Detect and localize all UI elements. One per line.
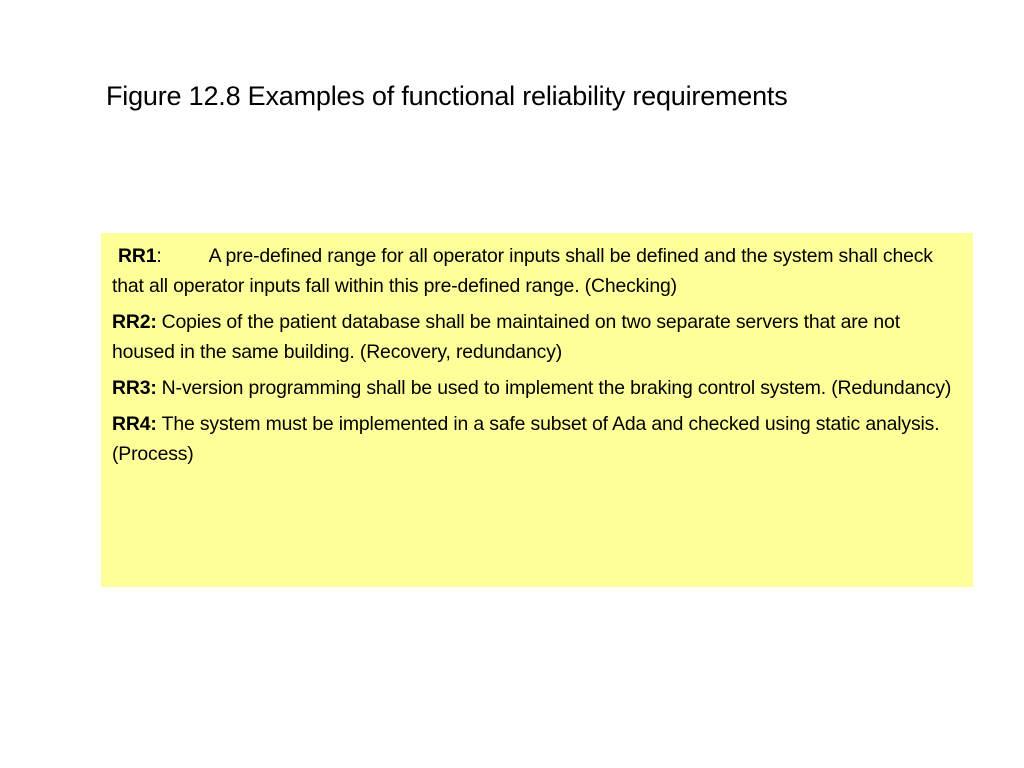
requirement-id-wrap	[112, 245, 162, 267]
requirement-text: A pre-defined range for all operator inputs shall be defined and the system shall check that all operator inputs fall within this pre-defined range. (Checking)	[112, 245, 933, 297]
slide-title: Figure 12.8 Examples of functional reliability requirements	[106, 81, 788, 111]
requirement-text: The system must be implemented in a safe subset of Ada and checked using static analysis. (Process)	[112, 413, 940, 465]
requirements-box	[101, 233, 973, 587]
requirement-rr4	[112, 409, 963, 469]
requirement-rr3	[112, 373, 963, 403]
requirement-text: Copies of the patient database shall be maintained on two separate servers that are not housed in the same building. (Recovery, redundancy)	[112, 311, 900, 363]
requirement-id: RR3:	[112, 377, 157, 399]
requirement-id: RR1	[118, 245, 157, 267]
requirement-separator: :	[156, 245, 162, 267]
requirement-text: N-version programming shall be used to implement the braking control system. (Redundancy)	[161, 377, 952, 399]
requirement-rr2	[112, 307, 963, 367]
requirement-rr1	[112, 241, 963, 301]
requirement-id: RR4:	[112, 413, 157, 435]
requirement-id: RR2:	[112, 311, 157, 333]
